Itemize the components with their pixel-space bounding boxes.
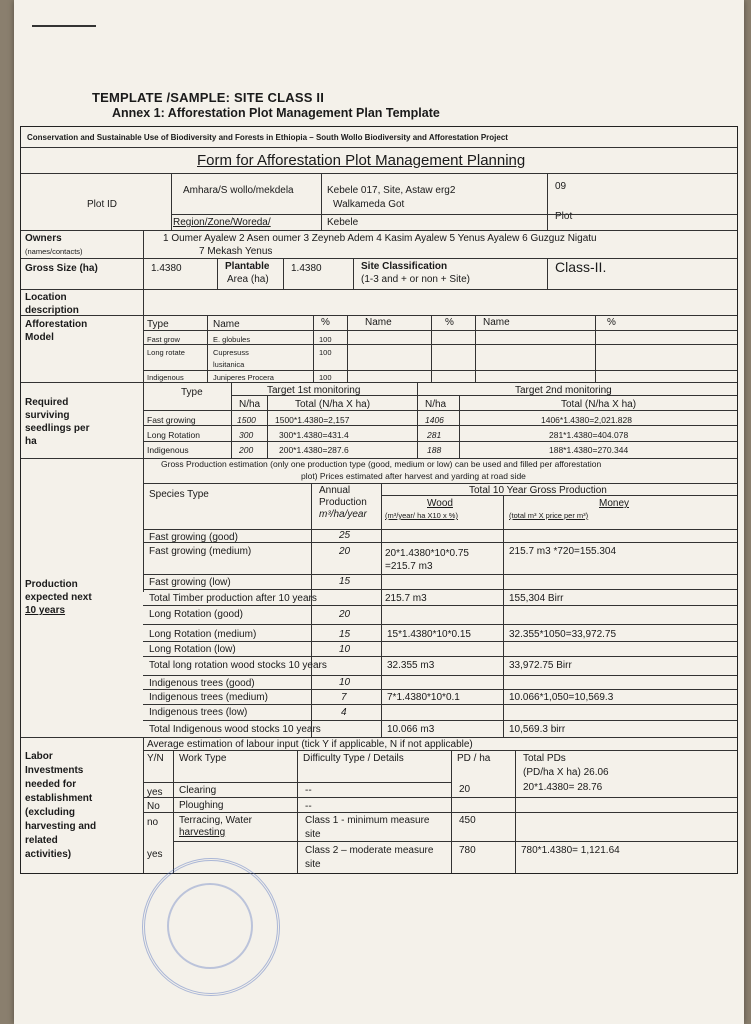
seedlings-row-t1: 1500*1.4380=2,157 [275, 415, 350, 425]
kebele-label: Kebele [327, 217, 359, 228]
production-col-money-sub: (total m³ X price per m³) [509, 511, 589, 520]
production-col-wood: Wood [427, 498, 453, 509]
labor-col-yn: Y/N [147, 753, 164, 764]
model-row-pct: 100 [319, 335, 332, 344]
production-row-species: Fast growing (low) [149, 577, 231, 588]
labor-row-yn: no [147, 817, 159, 828]
seedlings-row-type: Fast growing [147, 415, 196, 425]
production-label-2: expected next [25, 592, 92, 603]
production-row-money: 155,304 Birr [509, 593, 564, 604]
production-row-money: 215.7 m3 *720=155.304 [509, 546, 617, 557]
seedlings-label: Required [25, 397, 69, 408]
seedlings-label-2: surviving [25, 410, 70, 421]
model-row-type: Long rotate [147, 348, 185, 357]
production-row-money: 32.355*1050=33,972.75 [509, 629, 617, 640]
production-row-species: Long Rotation (good) [149, 609, 243, 620]
production-row-wood: 20*1.4380*10*0.75 [385, 548, 469, 559]
production-col-annual-2: Production [319, 497, 367, 508]
production-row-annual: 15 [339, 629, 351, 640]
annex-heading: Annex 1: Afforestation Plot Management Plan Template [112, 106, 440, 120]
production-row-wood: =215.7 m3 [385, 561, 433, 572]
labor-row-difficulty: Class 2 – moderate measure [305, 845, 434, 856]
labor-note: Average estimation of labour input (tick Y if applicable, N if not applicable) [147, 739, 473, 750]
target-2-nha: N/ha [425, 399, 447, 410]
production-row-wood: 10.066 m3 [387, 724, 435, 735]
labor-row-pd: 780 [459, 845, 476, 856]
labor-row-work: Ploughing [179, 800, 224, 811]
template-heading: TEMPLATE /SAMPLE: SITE CLASS II [92, 90, 325, 105]
labor-col-difficulty: Difficulty Type / Details [303, 753, 404, 764]
labor-col-work: Work Type [179, 753, 227, 764]
labor-row-work: Clearing [179, 785, 217, 796]
production-row-species: Total long rotation wood stocks 10 years [149, 660, 327, 671]
seedlings-label-3: seedlings per [25, 423, 90, 434]
form-title: Form for Afforestation Plot Management Planning [197, 152, 526, 169]
model-col-name: Name [213, 319, 240, 330]
production-row-annual: 15 [339, 576, 351, 587]
model-row-name: E. globules [213, 335, 251, 344]
labor-row-pd: 450 [459, 815, 476, 826]
plot-label: Plot [555, 211, 573, 222]
plantable-label-2: Area (ha) [227, 274, 269, 285]
region-value: Amhara/S wollo/mekdela [183, 185, 294, 196]
labor-row-difficulty-2: site [305, 859, 321, 870]
production-row-species: Total Timber production after 10 years [149, 593, 317, 604]
gross-size-label: Gross Size (ha) [25, 263, 98, 274]
production-row-annual: 10 [339, 677, 351, 688]
target-2-total: Total (N/ha X ha) [561, 399, 637, 410]
location-label: Location [25, 292, 67, 303]
production-col-species: Species Type [149, 489, 209, 500]
model-row-name: Cupresuss [213, 348, 249, 357]
production-row-money: 33,972.75 Birr [509, 660, 572, 671]
model-row-pct: 100 [319, 373, 332, 382]
seedlings-row-t2: 188*1.4380=270.344 [549, 445, 629, 455]
site-class-label: Site Classification [361, 261, 448, 272]
production-row-species: Fast growing (medium) [149, 546, 252, 557]
production-col-annual-3: m³/ha/year [319, 509, 367, 520]
labor-label-5: (excluding [25, 807, 76, 818]
production-col-total: Total 10 Year Gross Production [469, 485, 607, 496]
owners-label: Owners [25, 233, 62, 244]
gross-size-value: 1.4380 [151, 263, 182, 274]
seedlings-row-t2: 1406*1.4380=2,021.828 [541, 415, 632, 425]
production-row-money: 10,569.3 birr [509, 724, 566, 735]
location-label-2: description [25, 305, 79, 316]
kebele-value: Kebele 017, Site, Astaw erg2 [327, 185, 456, 196]
model-col-pct: % [321, 317, 330, 328]
seedlings-row-t1: 200*1.4380=287.6 [279, 445, 349, 455]
labor-label-8: activities) [25, 849, 72, 860]
production-row-species: Indigenous trees (good) [149, 678, 255, 689]
kebele-value-2: Walkameda Got [333, 199, 405, 210]
production-row-wood: 32.355 m3 [387, 660, 435, 671]
plan-form [20, 126, 738, 874]
labor-row-difficulty-2: site [305, 829, 321, 840]
seedlings-row-type: Long Rotation [147, 430, 200, 440]
seedlings-row-t2: 281*1.4380=404.078 [549, 430, 629, 440]
model-label: Afforestation [25, 319, 88, 330]
project-banner: Conservation and Sustainable Use of Biodiversity and Forests in Ethiopia – South Wollo Biodiversity and Afforestation Project [27, 133, 508, 142]
production-row-money: 10.066*1,050=10,569.3 [509, 692, 614, 703]
labor-label-4: establishment [25, 793, 93, 804]
production-row-species: Indigenous trees (medium) [149, 692, 268, 703]
production-row-annual: 4 [341, 707, 347, 718]
labor-row-difficulty: -- [305, 801, 312, 812]
production-row-wood: 215.7 m3 [385, 593, 427, 604]
model-row-type: Fast grow [147, 335, 180, 344]
labor-label: Labor [25, 751, 53, 762]
target-2-heading: Target 2nd monitoring [515, 385, 612, 396]
target-1-nha: N/ha [239, 399, 261, 410]
labor-row-yn: yes [147, 849, 163, 860]
production-row-species: Long Rotation (low) [149, 644, 236, 655]
labor-col-pd: PD / ha [457, 753, 491, 764]
labor-row-pd: 20 [459, 784, 471, 795]
labor-label-7: related [25, 835, 58, 846]
production-row-annual: 20 [339, 546, 351, 557]
production-row-annual: 10 [339, 644, 351, 655]
model-row-name: lusitanica [213, 360, 245, 369]
labor-row-work-2: harvesting [179, 827, 226, 838]
plot-value: 09 [555, 181, 567, 192]
model-label-2: Model [25, 332, 54, 343]
labor-row-yn: No [147, 801, 160, 812]
labor-row-difficulty: Class 1 - minimum measure [305, 815, 430, 826]
production-row-species: Fast growing (good) [149, 532, 238, 543]
labor-col-total: Total PDs [523, 753, 566, 764]
model-col-name-2: Name [365, 317, 392, 328]
labor-row-work: Terracing, Water [179, 815, 252, 826]
labor-col-total-2: (PD/ha X ha) 26.06 [523, 767, 609, 778]
seedlings-label-4: ha [25, 436, 37, 447]
production-row-wood: 7*1.4380*10*0.1 [387, 692, 460, 703]
production-row-wood: 15*1.4380*10*0.15 [387, 629, 471, 640]
document-page [14, 0, 744, 1024]
region-label: Region/Zone/Woreda/ [173, 217, 271, 228]
model-row-pct: 100 [319, 348, 332, 357]
seedlings-row-n2: 188 [427, 445, 442, 455]
owners-list: 1 Oumer Ayalew 2 Asen oumer 3 Zeyneb Adem 4 Kasim Ayalew 5 Yenus Ayalew 6 Guzguz Nigatu [163, 233, 597, 244]
seedlings-row-n1: 200 [239, 445, 254, 455]
labor-row-yn: yes [147, 787, 163, 798]
production-col-wood-sub: (m³/year/ ha X10 x %) [385, 511, 458, 520]
production-note-2: plot) Prices estimated after harvest and yarding at road side [301, 471, 526, 481]
production-row-annual: 25 [339, 530, 351, 541]
production-row-species: Long Rotation (medium) [149, 629, 257, 640]
target-1-total: Total (N/ha X ha) [295, 399, 371, 410]
plot-id-label: Plot ID [87, 199, 118, 210]
production-row-species: Total Indigenous wood stocks 10 years [149, 724, 321, 735]
production-row-annual: 20 [339, 609, 351, 620]
pen-mark [32, 25, 96, 27]
model-col-type: Type [147, 319, 169, 330]
seedlings-row-n1: 300 [239, 430, 254, 440]
seedlings-row-t1: 300*1.4380=431.4 [279, 430, 349, 440]
seedlings-row-n2: 281 [427, 430, 442, 440]
production-note: Gross Production estimation (only one production type (good, medium or low) can be used and filled per afforestation [161, 459, 602, 469]
seedlings-row-n2: 1406 [425, 415, 444, 425]
target-1-heading: Target 1st monitoring [267, 385, 361, 396]
labor-row-total: 20*1.4380= 28.76 [523, 782, 603, 793]
labor-label-3: needed for [25, 779, 77, 790]
site-class-sub: (1-3 and + or non + Site) [361, 274, 470, 285]
model-row-type: Indigenous [147, 373, 184, 382]
labor-label-2: Investments [25, 765, 84, 776]
production-row-annual: 7 [341, 692, 347, 703]
seedlings-row-type: Indigenous [147, 445, 189, 455]
labor-label-6: harvesting and [25, 821, 97, 832]
production-label: Production [25, 579, 78, 590]
seedlings-col-type: Type [181, 387, 203, 398]
labor-row-difficulty: -- [305, 785, 312, 796]
model-col-pct-3: % [607, 317, 616, 328]
model-col-name-3: Name [483, 317, 510, 328]
model-row-name: Juniperes Procera [213, 373, 274, 382]
labor-row-total: 780*1.4380= 1,121.64 [521, 845, 620, 856]
production-row-species: Indigenous trees (low) [149, 707, 248, 718]
production-label-3: 10 years [25, 605, 66, 616]
production-col-annual: Annual [319, 485, 351, 496]
site-class-value: Class-II. [555, 259, 607, 275]
model-col-pct-2: % [445, 317, 454, 328]
office-stamp [142, 858, 280, 996]
production-col-money: Money [599, 498, 630, 509]
plantable-value: 1.4380 [291, 263, 322, 274]
plantable-label: Plantable [225, 261, 270, 272]
owners-list-2: 7 Mekash Yenus [199, 246, 273, 257]
seedlings-row-n1: 1500 [237, 415, 256, 425]
owners-sublabel: (names/contacts) [25, 247, 83, 256]
